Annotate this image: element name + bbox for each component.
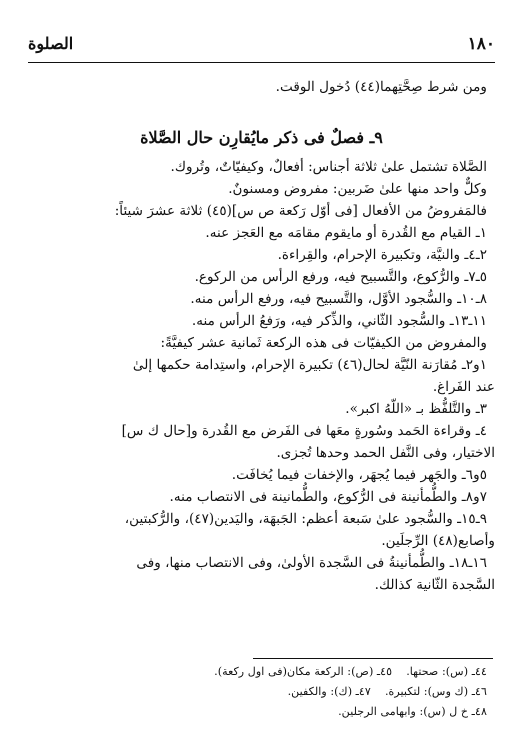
page-body xyxy=(36,76,495,596)
text-line: الاختيار، وفى النَّفل الحمد وحدها تُجزى. xyxy=(276,445,495,461)
page-header xyxy=(28,34,495,64)
running-head: الصلوة xyxy=(28,34,74,53)
text-line: السَّجدة الثّانية كذالك. xyxy=(374,577,495,593)
list-item: ٤ـ وقراءة الحَمد وسُورةٍ معَها فى الفَرض مع القُدرة و[حال ك س] xyxy=(121,423,487,439)
footnote-line xyxy=(36,682,487,702)
text-line: وأصابع(٤٨) الرِّجلَين. xyxy=(381,533,495,549)
page-number: ١٨٠ xyxy=(467,34,495,54)
list-item: ٥و٦ـ والجَهر فيما يُجهَر، والإخفات فيما يُخافَت. xyxy=(231,467,487,483)
footnote-line xyxy=(36,702,487,722)
list-item: ٥ـ٧ـ والرُّكوع، والتَّسبيح فيه، ورفع الرأس من الركوع. xyxy=(194,269,487,285)
footnote: ٤٥ـ (ص): الركعة مكان(فى اول ركعة). xyxy=(214,665,393,678)
footnote-line xyxy=(36,662,487,682)
list-item: ٧و٨ـ والطُّمأنينة فى الرُّكوع، والطُّمانينة فى الانتصاب منه. xyxy=(169,489,487,505)
footnote: ٤٤ـ (س): صحتها. xyxy=(406,665,487,678)
text-line: وكلٌّ واحد منها علىٰ ضَربين: مفروض ومسنونٌ. xyxy=(228,181,487,197)
list-item: ٨ـ١٠ـ والسُّجود الأوَّل، والتَّسبيح فيه، ورفع الرأس منه. xyxy=(190,291,487,307)
footnote: ٤٨ـ خ ل (س): وابهامى الرجلين. xyxy=(338,705,487,718)
list-item: ١٦ـ١٨ـ والطُّمأنينةُ فى السَّجدة الأولىٰ، وفى الانتصاب منها، وفى xyxy=(136,555,487,571)
section-title: ٩ـ فصلٌ فى ذكر مايُقارِن حال الصَّلاة xyxy=(140,128,383,147)
list-item: ٣ـ والتَّلفُّظ بـ «اللّهُ اكبر». xyxy=(345,401,487,417)
text-line: الصَّلاة تشتمل علىٰ ثلاثة أجناس: أفعالٌ، وكيفيّاتٌ، وتُروك. xyxy=(170,159,487,175)
text-line: والمفروض من الكيفيّات فى هذه الركعة ثَمانية عشر كيفيَّةً: xyxy=(160,335,487,351)
footnote: ٤٧ـ (ك): والكفين. xyxy=(287,685,371,698)
list-item: ١ـ القيام مع القُدرة أو مايقوم مقامَه مع العَجز عنه. xyxy=(205,225,487,241)
footnotes xyxy=(36,662,487,722)
list-item: ١١ـ١٣ـ والسُّجود الثّاني، والذِّكر فيه، ورَفعُ الرأس منه. xyxy=(191,313,487,329)
header-divider xyxy=(28,62,495,63)
text-line: فالمَفروضُ من الأفعال [فى أوّل رَكعة ص س](٤٥) ثلاثة عشرَ شيئاً: xyxy=(114,203,487,219)
list-item: ١و٢ـ مُقارَنة النّيَّة لحال(٤٦) تكبيرة الإحرام، واستِدامة حكمها إلىٰ xyxy=(132,357,487,373)
list-item: ٢ـ٤ـ والنيَّة، وتكبيرة الإحرام، والقِراءة. xyxy=(277,247,487,263)
footnote-divider xyxy=(253,658,493,659)
list-item: ٩ـ١٥ـ والسُّجود علىٰ سَبعة أعظم: الجَبهَة، واليَدين(٤٧)، والرُّكبتين، xyxy=(124,511,487,527)
text-line: عند الفَراغ. xyxy=(432,379,495,395)
footnote: ٤٦ـ (ك وس): لتكبيرة. xyxy=(384,685,487,698)
intro-line: ومن شرط صِحَّتِهما(٤٤) دُخول الوقت. xyxy=(275,79,487,95)
